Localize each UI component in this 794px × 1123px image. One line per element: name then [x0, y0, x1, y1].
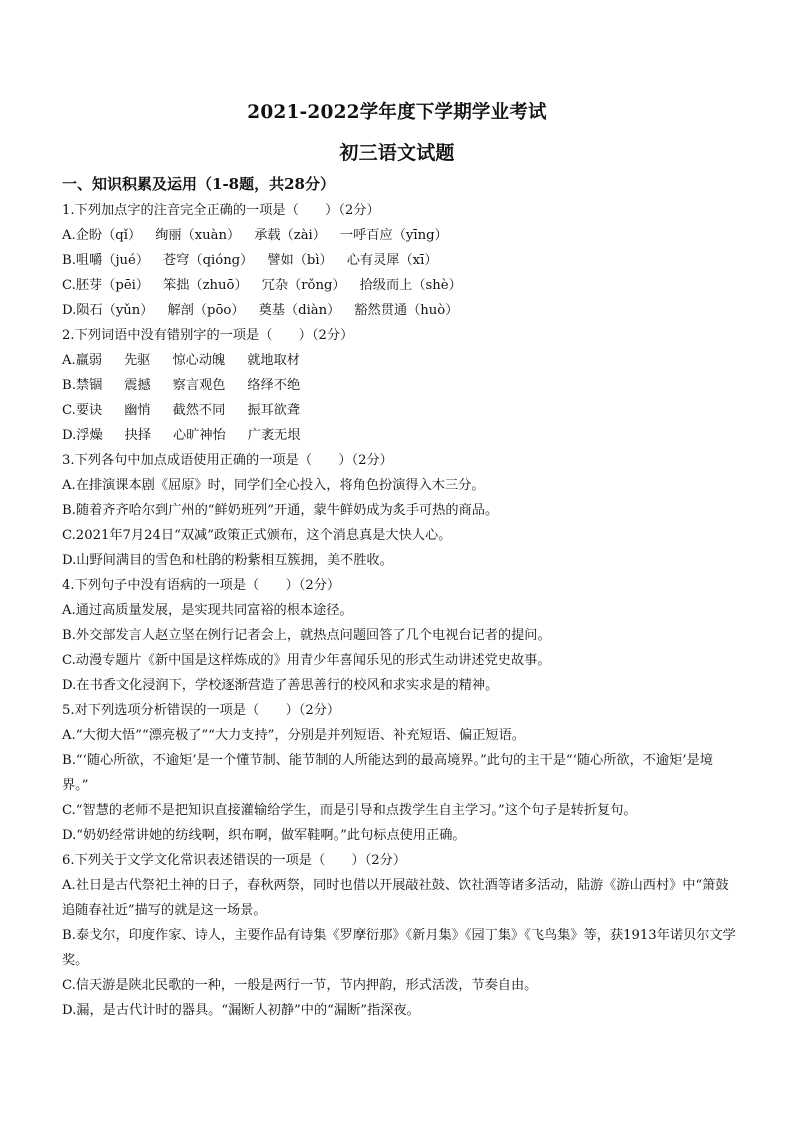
option-row: A.“大彻大悟”“漂亮极了”“大力支持”，分别是并列短语、补充短语、偏正短语。 — [62, 728, 525, 743]
question-stem: 1.下列加点字的注音完全正确的一项是（ ）（2分） — [62, 203, 380, 218]
option-row: C.2021年7月24日“双减”政策正式颁布，这个消息真是大快人心。 — [62, 528, 452, 543]
option-item: 陨石（yǔn） — [76, 303, 154, 318]
option-row: B.随着齐齐哈尔到广州的“鲜奶班列”开通，蒙牛鲜奶成为炙手可热的商品。 — [62, 503, 499, 518]
option-row: A.在排演课本剧《屈原》时，同学们全心投入，将角色扮演得入木三分。 — [62, 478, 485, 493]
option-row: B.“‘随心所欲，不逾矩’是一个懂节制、能节制的人所能达到的最高境界。”此句的主干是“‘随心所欲，不逾矩’是境界。” — [62, 753, 713, 793]
option-row: B.外交部发言人赵立坚在例行记者会上，就热点问题回答了几个电视台记者的提问。 — [62, 628, 551, 643]
option-item: 苍穹（qióng） — [163, 253, 254, 268]
question-stem: 4.下列句子中没有语病的一项是（ ）（2分） — [62, 578, 341, 593]
option-row — [62, 248, 738, 273]
option-row — [62, 223, 738, 248]
option-row — [62, 298, 738, 323]
option-row: D.山野间满目的雪色和杜鹃的粉紫相互簇拥，美不胜收。 — [62, 553, 393, 568]
option-row: D.漏，是古代计时的器具。“漏断人初静”中的“漏断”指深夜。 — [62, 1003, 420, 1018]
option-item: 心有灵犀（xī） — [346, 253, 438, 268]
option-item: 奠基（diàn） — [258, 303, 341, 318]
option-item: 要诀 — [75, 403, 103, 418]
option-item: 震撼 — [124, 378, 151, 393]
option-item: 譬如（bì） — [267, 253, 333, 268]
option-label: B. — [62, 378, 76, 393]
option-label: C. — [62, 278, 76, 293]
option-item: 冗杂（rǒng） — [261, 278, 346, 293]
option-row: C.“智慧的老师不是把知识直接灌输给学生，而是引导和点拨学生自主学习。”这个句子是转折复句。 — [62, 803, 637, 818]
option-row — [62, 398, 738, 423]
option-item: 拾级而上（shè） — [359, 278, 462, 293]
option-label: A. — [62, 353, 76, 368]
option-row: C.信天游是陕北民歌的一种，一般是两行一节，节内押韵，形式活泼，节奏自由。 — [62, 978, 538, 993]
question-stem: 5.对下列选项分析错误的一项是（ ）（2分） — [62, 703, 341, 718]
option-row: A.通过高质量发展，是实现共同富裕的根本途径。 — [62, 603, 353, 618]
option-row — [62, 423, 738, 448]
option-item: 抉择 — [124, 428, 152, 443]
question-stem: 3.下列各句中加点成语使用正确的一项是（ ）（2分） — [62, 453, 393, 468]
option-row: C.动漫专题片《新中国是这样炼成的》用青少年喜闻乐见的形式生动讲述党史故事。 — [62, 653, 551, 668]
option-row: D.在书香文化浸润下，学校逐渐营造了善思善行的校风和求实求是的精神。 — [62, 678, 499, 693]
option-item: 先驱 — [124, 353, 151, 368]
option-item: 胚芽（pēi） — [75, 278, 150, 293]
option-row — [62, 273, 738, 298]
option-item: 承载（zài） — [254, 228, 326, 243]
option-item: 笨拙（zhuō） — [163, 278, 248, 293]
option-item: 络绎不绝 — [247, 378, 301, 393]
exam-subtitle: 初三语文试题 — [339, 142, 455, 164]
option-item: 截然不同 — [172, 403, 226, 418]
exam-title: 2021-2022学年度下学期学业考试 — [247, 102, 547, 123]
option-item: 羸弱 — [75, 353, 103, 368]
option-item: 一呼百应（yīng） — [339, 228, 448, 243]
option-row — [62, 348, 738, 373]
option-item: 豁然贯通（huò） — [354, 303, 459, 318]
question-list — [62, 198, 738, 1023]
option-item: 禁锢 — [75, 378, 103, 393]
question-stem: 2.下列词语中没有错别字的一项是（ ）（2分） — [62, 328, 354, 343]
option-label: B. — [62, 253, 76, 268]
option-item: 就地取材 — [247, 353, 300, 368]
option-item: 解剖（pōo） — [167, 303, 245, 318]
option-label: D. — [62, 428, 77, 443]
option-item: 咀嚼（jué） — [75, 253, 150, 268]
section-heading: 一、知识积累及运用（1-8题，共28分） — [62, 175, 335, 193]
option-item: 察言观色 — [172, 378, 226, 393]
option-label: D. — [62, 303, 77, 318]
option-item: 幽悄 — [124, 403, 151, 418]
option-row: D.“奶奶经常讲她的纺线啊，织布啊，做军鞋啊。”此句标点使用正确。 — [62, 828, 466, 843]
option-item: 振耳欲聋 — [247, 403, 301, 418]
option-label: A. — [62, 228, 76, 243]
option-item: 浮燥 — [76, 428, 103, 443]
option-item: 广袤无垠 — [247, 428, 301, 443]
option-label: C. — [62, 403, 76, 418]
option-item: 惊心动魄 — [172, 353, 226, 368]
option-row — [62, 373, 738, 398]
option-item: 心旷神怡 — [173, 428, 226, 443]
option-item: 企盼（qǐ） — [75, 228, 142, 243]
question-stem: 6.下列关于文学文化常识表述错误的一项是（ ）（2分） — [62, 853, 407, 868]
option-row: A.社日是古代祭祀土神的日子，春秋两祭，同时也借以开展敲社鼓、饮社酒等诸多活动，陆游《游山西村》中“箫鼓追随春社近”描写的就是这一场景。 — [62, 878, 729, 918]
option-row: B.泰戈尔，印度作家、诗人，主要作品有诗集《罗摩衍那》《新月集》《园丁集》《飞鸟集》等，获1913年诺贝尔文学奖。 — [62, 928, 736, 968]
option-item: 绚丽（xuàn） — [155, 228, 241, 243]
